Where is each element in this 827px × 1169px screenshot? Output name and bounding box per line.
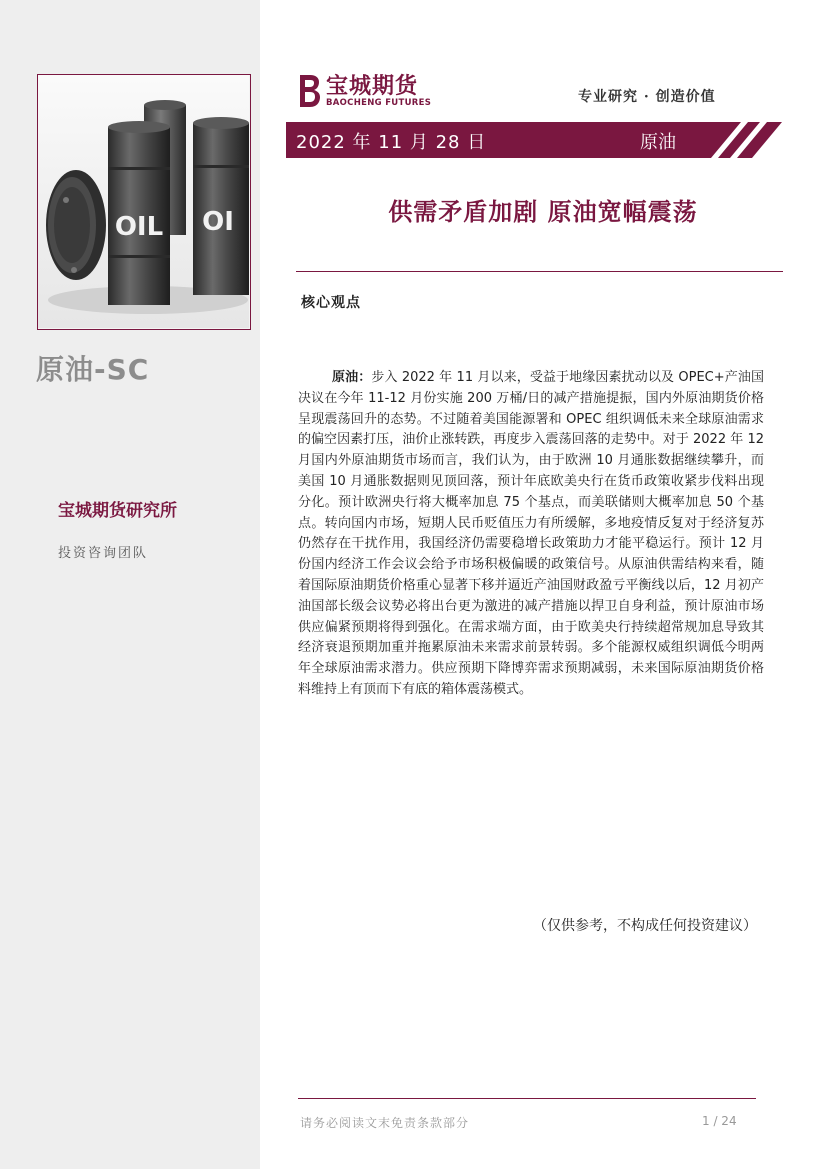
institute-name: 宝城期货研究所 [58, 501, 177, 521]
logo-english: BAOCHENG FUTURES [326, 97, 432, 108]
report-title: 供需矛盾加剧 原油宽幅震荡 [388, 198, 698, 226]
footer-notice: 请务必阅读文末免责条款部分 [300, 1116, 470, 1130]
slogan: 专业研究 · 创造价值 [578, 89, 716, 105]
sidebar [0, 0, 260, 1169]
product-code: 原油-SC [36, 353, 150, 386]
section-heading: 核心观点 [301, 295, 361, 311]
body-content: 步入 2022 年 11 月以来，受益于地缘因素扰动以及 OPEC+产油国决议在今年 11-12 月份实施 200 万桶/日的减产措施提振，国内外原油期货价格呈现震荡回升的态势。不过随着美国能源署和 OPEC 组织调低未来全球原油需求的偏空因素打压，油价止涨转跌，再度步入震荡回落的走势中。对于 2022 年 12 月国内外原油期货市场而言，我们认为，由于欧洲 10 月通胀数据继续攀升，而美国 10 月通胀数据则见顶回落，预计年底欧美央行在货币政策收紧步伐料出现分化。预计欧洲央行将大概率加息 75 个基点，而美联储则大概率加息 50 个基点。转向国内市场，短期人民币贬值压力有所缓解，多地疫情反复对于经济复苏仍然存在干扰作用，我国经济仍需要稳增长政策助力才能平稳运行。预计 12 月份国内经济工作会议会给予市场积极偏暖的政策信号。从原油供需结构来看，随着国际原油期货价格重心显著下移并逼近产油国财政盈亏平衡线以后，12 月初产油国部长级会议势必将出台更为激进的减产措施以捍卫自身利益，预计原油市场供应偏紧预期将得到强化。在需求端方面，由于欧美央行持续超常规加息导致其经济衰退预期加重并拖累原油未来需求前景转弱。多个能源权威组织调低今明两年全球原油需求潜力。供应预期下降博弈需求预期减弱，未来国际原油期货价格料维持上有顶而下有底的箱体震荡模式。 [298, 370, 764, 697]
body-lead: 原油： [332, 370, 372, 385]
barrel-label: OIL [114, 212, 164, 242]
report-date: 2022 年 11 月 28 日 [296, 132, 487, 153]
disclaimer: （仅供参考，不构成任何投资建议） [533, 918, 757, 934]
divider [296, 271, 783, 272]
body-paragraph [298, 368, 764, 701]
logo-chinese: 宝城期货 [326, 72, 419, 99]
banner-product: 原油 [640, 132, 676, 153]
svg-text:OI: OI [202, 207, 234, 237]
team-name: 投资咨询团队 [58, 546, 149, 561]
oil-barrels-image [38, 75, 249, 328]
cover-image [37, 74, 251, 330]
baocheng-logo-icon [296, 71, 322, 111]
company-logo [296, 70, 431, 112]
page-number: 1 / 24 [702, 1114, 737, 1128]
footer-divider [298, 1098, 756, 1099]
